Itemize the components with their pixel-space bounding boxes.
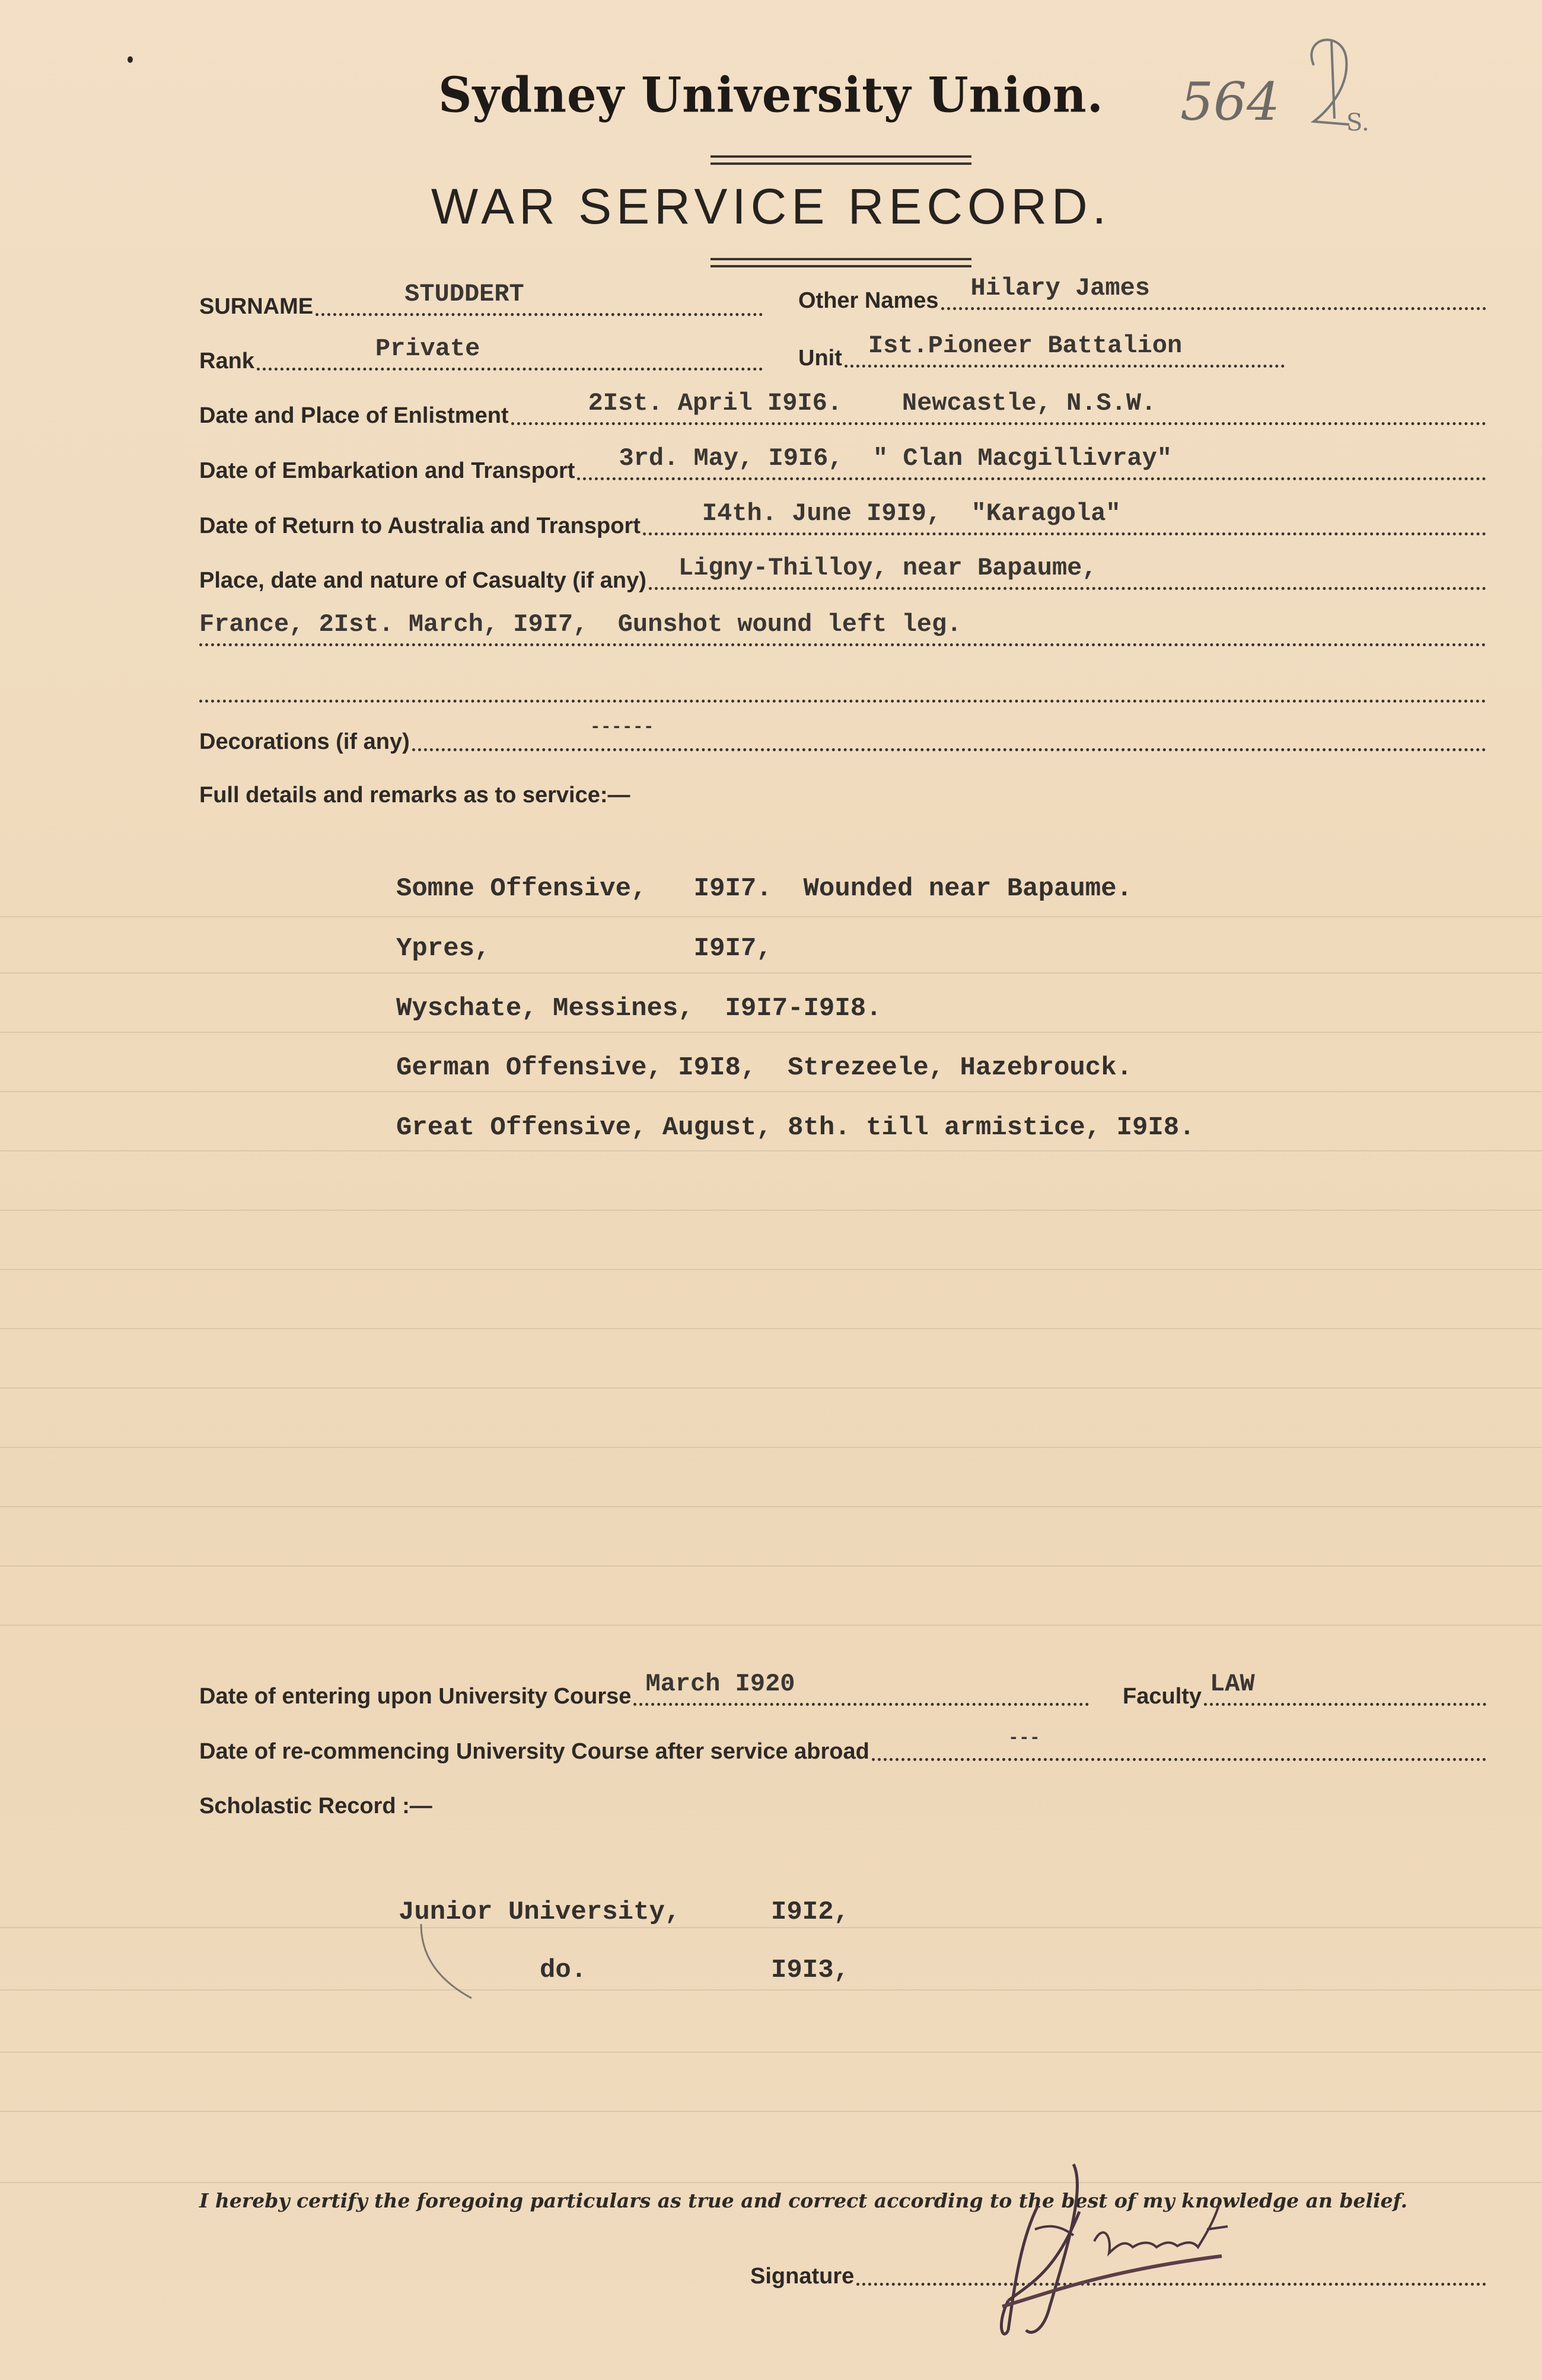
decorations-field[interactable] xyxy=(412,717,1486,751)
casualty-field-line1[interactable] xyxy=(649,554,1486,590)
paper-speck xyxy=(128,56,133,63)
scholastic-exam: do. xyxy=(540,1955,587,1985)
surname-label: SURNAME xyxy=(199,294,314,319)
return-field[interactable] xyxy=(643,499,1486,535)
casualty-field-line2[interactable] xyxy=(199,610,1486,646)
recommencing-value: --- xyxy=(1008,1728,1040,1749)
service-remark-line: Wyschate, Messines, I9I7-I9I8. xyxy=(396,994,882,1023)
other-names-field[interactable] xyxy=(941,274,1486,310)
unit-label: Unit xyxy=(798,346,842,371)
handwritten-signature xyxy=(985,2152,1317,2342)
casualty-row-3 xyxy=(199,676,1486,706)
scholastic-exam: Junior University, xyxy=(399,1897,681,1927)
casualty-field-line3[interactable] xyxy=(199,676,1486,703)
other-names-value: Hilary James xyxy=(970,274,1150,302)
enlistment-label: Date and Place of Enlistment xyxy=(199,403,509,428)
remarks-label: Full details and remarks as to service:— xyxy=(199,783,630,808)
pencil-record-number: 564 xyxy=(1180,71,1280,132)
unit-field[interactable] xyxy=(845,331,1285,368)
scholastic-record-label: Scholastic Record :— xyxy=(199,1794,432,1819)
entering-course-value: March I920 xyxy=(645,1670,795,1698)
service-remark-line: German Offensive, I9I8, Strezeele, Hazebrouck. xyxy=(396,1053,1133,1083)
signature-label: Signature xyxy=(750,2264,855,2289)
service-remark-line: Somne Offensive, I9I7. Wounded near Bapaume. xyxy=(396,874,1133,904)
organization-name: Sydney University Union. xyxy=(438,66,1104,124)
return-value: I4th. June I9I9, "Karagola" xyxy=(702,499,1121,528)
recommencing-row xyxy=(199,1728,1486,1765)
rank-label: Rank xyxy=(199,349,254,374)
decorations-row xyxy=(199,717,1486,755)
return-label: Date of Return to Australia and Transport xyxy=(199,513,641,538)
rank-field[interactable] xyxy=(257,334,763,371)
faculty-value: LAW xyxy=(1210,1670,1255,1698)
embarkation-row xyxy=(199,444,1486,484)
scholastic-year: I9I2, xyxy=(771,1897,850,1927)
entering-course-label: Date of entering upon University Course xyxy=(199,1684,632,1709)
pencil-initials-mark xyxy=(1290,24,1373,142)
enlistment-row xyxy=(199,389,1486,429)
rank-value: Private xyxy=(375,334,480,363)
certification-statement: I hereby certify the foregoing particulars as true and correct according to the best of my knowledge an belief. xyxy=(199,2189,1408,2212)
title-rule-bottom xyxy=(711,258,971,272)
pencil-initials-text: S. xyxy=(1346,109,1369,136)
surname-value: STUDDERT xyxy=(404,280,524,308)
unit-value: Ist.Pioneer Battalion xyxy=(868,331,1183,360)
service-remark-line: Great Offensive, August, 8th. till armistice, I9I8. xyxy=(396,1113,1195,1143)
enlistment-field[interactable] xyxy=(511,389,1486,425)
embarkation-value: 3rd. May, I9I6, " Clan Macgillivray" xyxy=(619,444,1173,473)
scholastic-year: I9I3, xyxy=(771,1955,850,1985)
embarkation-field[interactable] xyxy=(577,444,1486,480)
other-names-label: Other Names xyxy=(798,288,939,313)
recommencing-label: Date of re-commencing University Course after service abroad xyxy=(199,1739,869,1764)
return-row xyxy=(199,499,1486,539)
title-rule-top xyxy=(711,155,971,170)
rank-row xyxy=(199,334,763,374)
casualty-value-line1: Ligny-Thilloy, near Bapaume, xyxy=(678,554,1097,582)
entering-course-field[interactable] xyxy=(633,1670,1089,1706)
entering-course-row xyxy=(199,1670,1089,1709)
decorations-label: Decorations (if any) xyxy=(199,729,410,754)
service-remark-line: Ypres, I9I7, xyxy=(396,934,772,964)
enlistment-value: 2Ist. April I9I6. Newcastle, N.S.W. xyxy=(588,389,1156,417)
decorations-value: ------ xyxy=(590,717,654,738)
surname-field[interactable] xyxy=(316,280,763,316)
other-names-row xyxy=(798,274,1486,314)
page-title: WAR SERVICE RECORD. xyxy=(431,178,1111,234)
embarkation-label: Date of Embarkation and Transport xyxy=(199,458,575,483)
faculty-row xyxy=(1123,1670,1486,1709)
faculty-label: Faculty xyxy=(1123,1684,1202,1709)
casualty-value-line2: France, 2Ist. March, I9I7, Gunshot wound left leg. xyxy=(199,610,962,639)
casualty-label: Place, date and nature of Casualty (if any) xyxy=(199,568,646,593)
recommencing-field[interactable] xyxy=(872,1728,1486,1761)
pencil-bracket-mark xyxy=(415,1921,498,2004)
casualty-row-2 xyxy=(199,610,1486,650)
faculty-field[interactable] xyxy=(1204,1670,1486,1706)
casualty-row xyxy=(199,554,1486,594)
surname-row xyxy=(199,280,763,320)
unit-row xyxy=(798,331,1285,371)
